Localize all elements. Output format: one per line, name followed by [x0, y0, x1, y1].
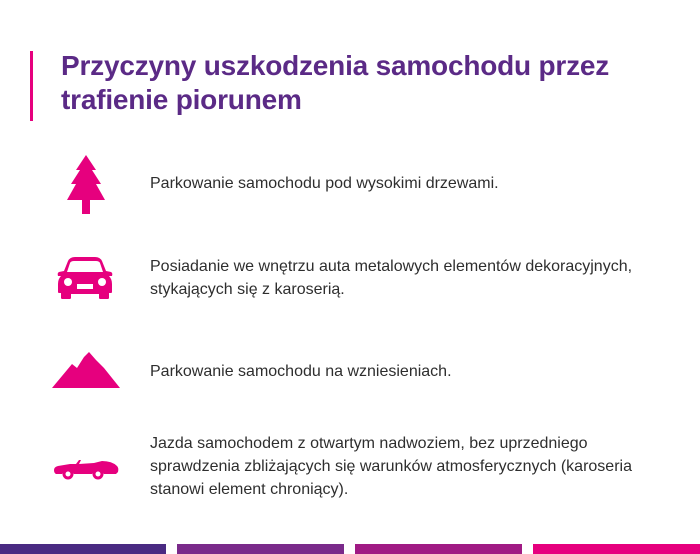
- convertible-car-icon: [52, 458, 120, 480]
- mountains-icon: [52, 352, 120, 388]
- footer-bar-3: [355, 544, 522, 554]
- header: [30, 49, 680, 117]
- title-accent-bar: [30, 51, 33, 121]
- car-front-icon: [56, 256, 114, 300]
- footer-bar-2: [177, 544, 344, 554]
- page-title: Przyczyny uszkodzenia samochodu przez trafienie piorunem: [61, 50, 610, 115]
- item-text: Jazda samochodem z otwartym nadwoziem, bez uprzedniego sprawdzenia zbliżających się warunków atmosferycznych (karoseria stanowi element chroniący).: [150, 435, 632, 498]
- tree-icon: [66, 155, 106, 215]
- item-text: Parkowanie samochodu na wzniesieniach.: [150, 363, 452, 380]
- footer-bar-4: [533, 544, 700, 554]
- footer-bar-1: [0, 544, 166, 554]
- item-text: Parkowanie samochodu pod wysokimi drzewami.: [150, 175, 499, 192]
- footer-color-bars: [0, 544, 700, 554]
- item-text: Posiadanie we wnętrzu auta metalowych elementów dekoracyjnych, stykających się z karoserią.: [150, 258, 633, 298]
